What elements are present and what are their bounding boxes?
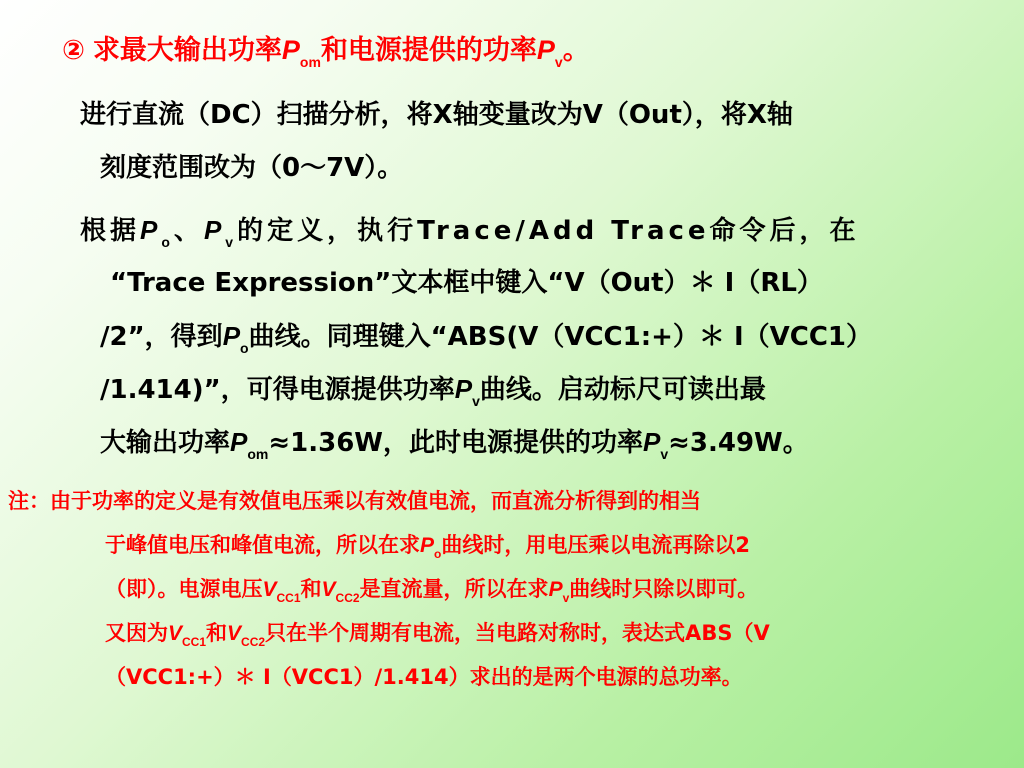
subscript-o: o: [434, 547, 442, 561]
symbol-p: P: [454, 374, 473, 404]
symbol-p: P: [140, 215, 162, 245]
symbol-p: P: [536, 35, 555, 65]
symbol-p: P: [203, 215, 226, 245]
note-text: 和: [206, 621, 228, 645]
note-text: 于峰值电压和峰值电流，所以在求: [105, 533, 420, 557]
symbol-p: P: [642, 427, 661, 457]
para2-text: /2”，得到: [100, 322, 223, 352]
symbol-v: V: [321, 578, 336, 601]
subscript-o: o: [161, 234, 174, 250]
subscript-cc1: CC1: [182, 635, 207, 649]
para2-text: ≈3.49W。: [668, 428, 809, 458]
para1-line2: 刻度范围改为（0～7V）。: [100, 153, 404, 183]
symbol-v: V: [227, 622, 242, 645]
para2-line3: [100, 316, 872, 368]
note-text: 又因为: [105, 621, 168, 645]
heading-number: ②: [62, 35, 85, 66]
subscript-cc1: CC1: [276, 591, 301, 605]
note-text: 和: [300, 577, 322, 601]
symbol-p: P: [222, 321, 241, 351]
note-text: 曲线时，用电压乘以电流再除以2: [441, 533, 750, 557]
subscript-v: v: [562, 591, 570, 605]
note-text: 是直流量，所以在求: [359, 577, 549, 601]
note-text: （即）。电源电压: [105, 577, 263, 601]
subscript-cc2: CC2: [241, 635, 266, 649]
symbol-v: V: [262, 578, 277, 601]
note-line5: （VCC1:+）＊ I（VCC1）/1.414）求出的是两个电源的总功率。: [105, 665, 743, 689]
symbol-p: P: [230, 427, 248, 457]
para2-text: /1.414)”，可得电源提供功率: [100, 375, 455, 405]
subscript-v: v: [472, 393, 480, 409]
para2-text: 曲线。同理键入“ABS(V（VCC1:+）＊ I（VCC1）: [248, 322, 873, 352]
note-line1: 注：由于功率的定义是有效值电压乘以有效值电流，而直流分析得到的相当: [8, 489, 701, 513]
para2-line5: [100, 422, 809, 474]
subscript-cc2: CC2: [335, 591, 360, 605]
para2-text: 、: [173, 216, 204, 246]
note-line3: [105, 574, 758, 613]
para2-text: 根据: [80, 216, 141, 246]
para2-text: 曲线。启动标尺可读出最: [479, 375, 766, 405]
subscript-o: o: [240, 340, 249, 356]
subscript-v: v: [225, 234, 238, 250]
section-heading: [62, 30, 590, 82]
note-line2: [105, 530, 750, 569]
note-text: 只在半个周期有电流，当电路对称时，表达式ABS（V: [265, 621, 770, 645]
heading-text-3: 。: [562, 35, 590, 66]
symbol-p: P: [548, 578, 563, 601]
para1-line1: 进行直流（DC）扫描分析，将X轴变量改为V（Out），将X轴: [80, 100, 793, 130]
heading-text-2: 和电源提供的功率: [320, 35, 537, 66]
note-line4: [105, 618, 770, 657]
para2-text: 的定义，执行Trace/Add Trace命令后，在: [237, 216, 860, 246]
para2-text: 大输出功率: [100, 428, 231, 458]
para2-text: ≈1.36W，此时电源提供的功率: [268, 428, 643, 458]
subscript-v: v: [660, 446, 669, 462]
symbol-p: P: [281, 35, 300, 65]
symbol-p: P: [420, 534, 435, 557]
para2-line4: [100, 369, 766, 421]
subscript-om: om: [247, 446, 269, 462]
para2-line2: “Trace Expression”文本框中键入“V（Out）＊ I（RL）: [110, 268, 823, 298]
note-text: 曲线时只除以即可。: [569, 577, 759, 601]
subscript-om: om: [299, 54, 321, 70]
symbol-v: V: [168, 622, 183, 645]
heading-text-1: 求最大输出功率: [92, 35, 282, 66]
para2-line1: [80, 210, 860, 262]
subscript-v: v: [554, 54, 563, 70]
